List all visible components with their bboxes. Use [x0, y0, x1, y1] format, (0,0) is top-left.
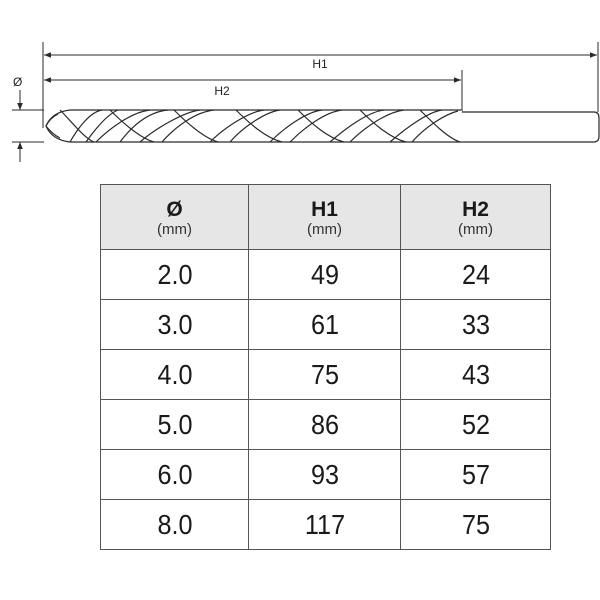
header-h2-symbol: H2 [462, 198, 489, 221]
spec-table [100, 184, 551, 550]
cell-h1: 49 [256, 250, 393, 300]
cell-diameter: 4.0 [108, 350, 241, 400]
cell-diameter: 2.0 [108, 250, 241, 300]
table-header-row [101, 185, 551, 250]
table-row [101, 250, 551, 300]
drill-shank [462, 112, 599, 142]
h2-label: H2 [214, 84, 230, 98]
header-diameter-unit: (mm) [157, 221, 192, 238]
cell-diameter: 6.0 [108, 450, 241, 500]
header-diameter [101, 185, 249, 250]
cell-h2: 57 [408, 450, 543, 500]
cell-diameter: 5.0 [108, 400, 241, 450]
cell-h1: 75 [256, 350, 393, 400]
table-row [101, 400, 551, 450]
header-h1-symbol: H1 [311, 198, 338, 221]
h1-label: H1 [312, 57, 328, 71]
diameter-label: Ø [13, 75, 23, 89]
cell-diameter: 3.0 [108, 300, 241, 350]
cell-h1: 117 [256, 500, 393, 550]
header-h2 [401, 185, 551, 250]
cell-h2: 24 [408, 250, 543, 300]
cell-h1: 61 [256, 300, 393, 350]
header-diameter-symbol: Ø [166, 198, 183, 221]
cell-h1: 93 [256, 450, 393, 500]
cell-h2: 43 [408, 350, 543, 400]
cell-h2: 33 [408, 300, 543, 350]
table-row [101, 450, 551, 500]
table-row [101, 350, 551, 400]
header-h1-unit: (mm) [307, 221, 342, 238]
header-h1 [249, 185, 401, 250]
h2-dimension [44, 80, 461, 98]
table-row [101, 500, 551, 550]
cell-diameter: 8.0 [108, 500, 241, 550]
cell-h2: 75 [408, 500, 543, 550]
header-h2-unit: (mm) [458, 221, 493, 238]
cell-h2: 52 [408, 400, 543, 450]
drill-bit [46, 110, 599, 142]
diameter-dimension [13, 75, 22, 162]
cell-h1: 86 [256, 400, 393, 450]
drill-bit-drawing [0, 0, 600, 180]
h1-dimension [44, 55, 597, 71]
table-row [101, 300, 551, 350]
